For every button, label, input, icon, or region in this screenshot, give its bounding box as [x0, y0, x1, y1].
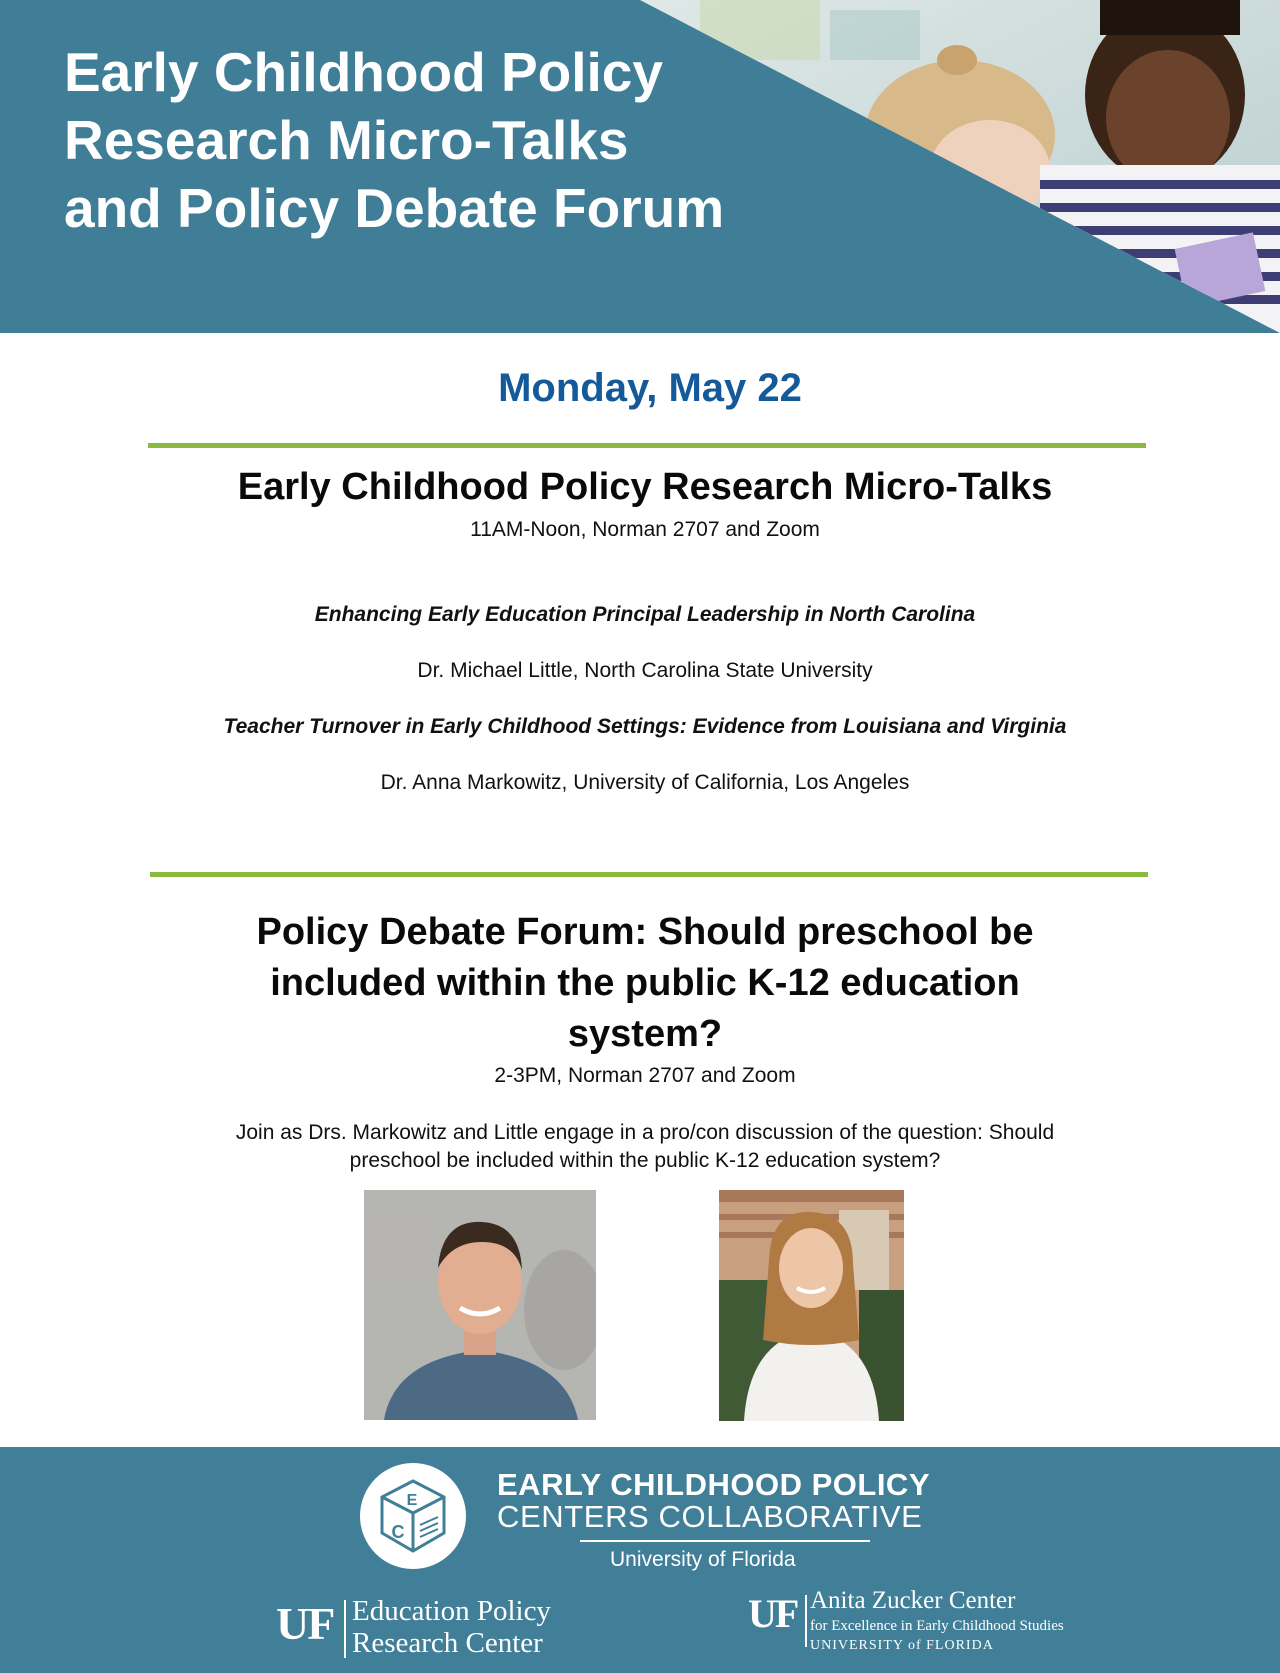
debate-description-line-2: preschool be included within the public K-12 education system?: [349, 1149, 941, 1172]
ecpcc-cube-logo-icon: [360, 1463, 466, 1569]
debate-time-location: 2-3PM, Norman 2707 and Zoom: [494, 1064, 796, 1087]
debate-heading-line-3: system?: [567, 1013, 723, 1055]
title-line-1: Early Childhood Policy: [64, 41, 663, 103]
debate-description: [180, 1119, 1110, 1175]
eprc-logo-text: [352, 1595, 551, 1659]
speaker-photo-anna-markowitz: [719, 1190, 904, 1421]
page-title: [64, 38, 804, 242]
debate-heading-line-1: Policy Debate Forum: Should preschool be: [256, 911, 1034, 953]
eprc-line-1: Education Policy: [352, 1595, 551, 1627]
speaker-photo-2-image: [719, 1190, 904, 1421]
divider-1: [148, 443, 1146, 448]
uf-logo-divider-azc: [805, 1595, 807, 1647]
debate-heading: [0, 907, 1280, 1060]
talk-2-speaker: Dr. Anna Markowitz, University of California, Los Angeles: [380, 771, 910, 794]
ecpcc-name-line-2: CENTERS COLLABORATIVE: [497, 1499, 923, 1534]
divider-2: [150, 872, 1148, 877]
microtalks-heading: Early Childhood Policy Research Micro-Talks: [237, 466, 1053, 508]
azc-line-2: for Excellence in Early Childhood Studies: [810, 1618, 1064, 1634]
azc-line-3: UNIVERSITY of FLORIDA: [810, 1638, 994, 1653]
speaker-photo-1-image: [364, 1190, 596, 1420]
ecpcc-name-line-1: EARLY CHILDHOOD POLICY: [497, 1467, 930, 1502]
title-line-3: and Policy Debate Forum: [64, 177, 725, 239]
uf-logo-mark-eprc: UF: [276, 1598, 334, 1649]
logo-letter-c: C: [391, 1522, 405, 1542]
talk-1-speaker: Dr. Michael Little, North Carolina State University: [417, 659, 873, 682]
eprc-line-2: Research Center: [352, 1627, 543, 1659]
uf-logo-divider-eprc: [344, 1600, 346, 1658]
footer: [0, 1447, 1280, 1673]
debate-description-line-1: Join as Drs. Markowitz and Little engage in a pro/con discussion of the question: Should: [235, 1121, 1055, 1144]
azc-line-1: Anita Zucker Center: [810, 1587, 1016, 1614]
debate-heading-line-2: included within the public K-12 education: [270, 962, 1020, 1004]
talk-2-title: Teacher Turnover in Early Childhood Settings: Evidence from Louisiana and Virginia: [223, 715, 1067, 738]
ecpcc-divider: [580, 1540, 870, 1542]
talk-1-title: Enhancing Early Education Principal Leadership in North Carolina: [314, 603, 976, 626]
logo-letter-e: E: [406, 1492, 418, 1509]
speaker-photo-michael-little: [364, 1190, 596, 1420]
event-date: Monday, May 22: [498, 366, 802, 410]
uf-logo-mark-azc: UF: [748, 1591, 798, 1636]
title-line-2: Research Micro-Talks: [64, 109, 629, 171]
ecpcc-university: University of Florida: [610, 1548, 796, 1571]
header-banner: [0, 0, 1280, 333]
microtalks-time-location: 11AM-Noon, Norman 2707 and Zoom: [470, 518, 820, 541]
